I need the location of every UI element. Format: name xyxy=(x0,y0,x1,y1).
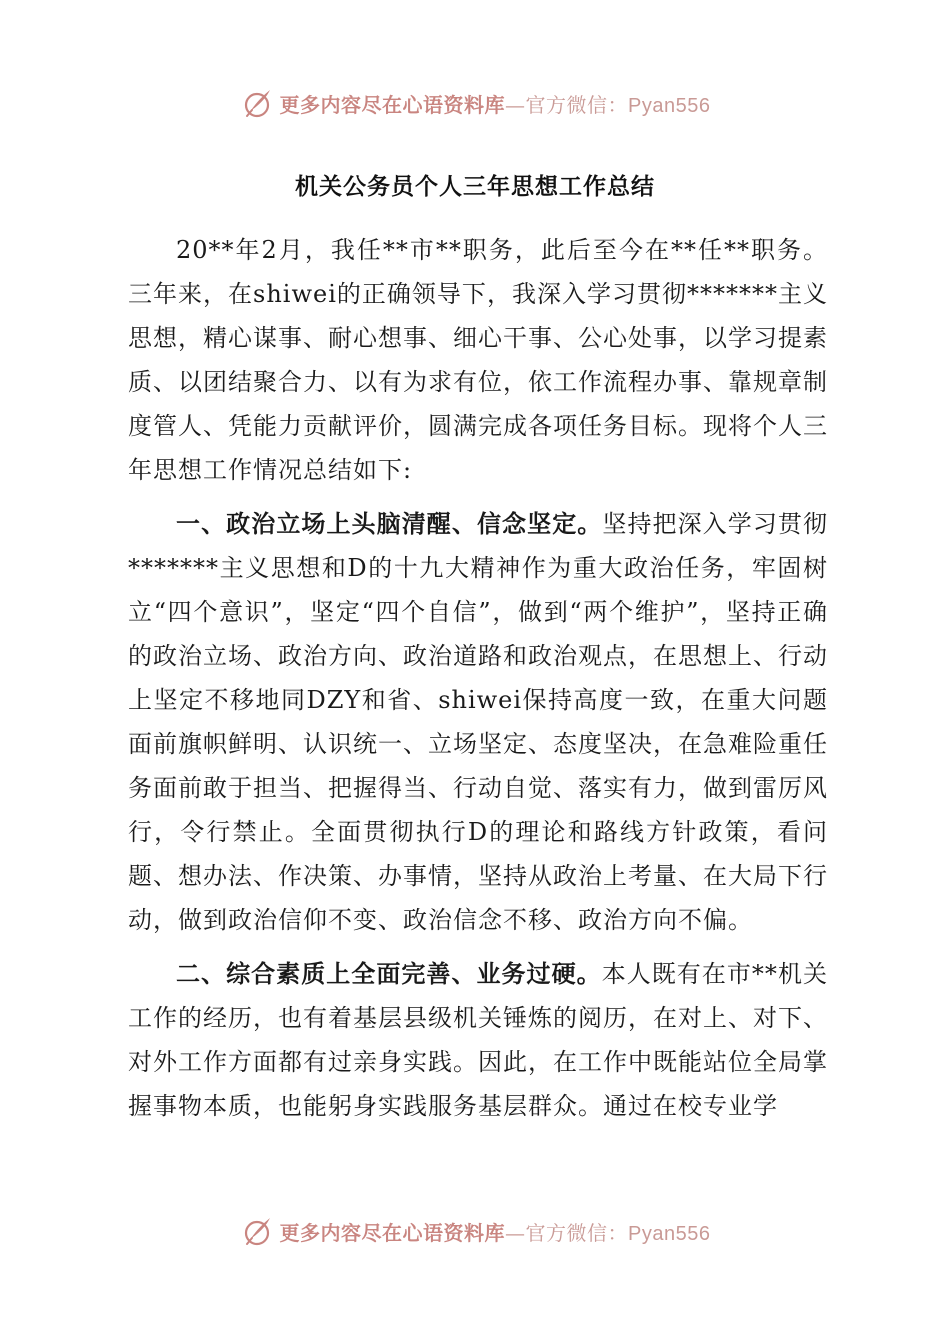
watermark-wechat-id: Pyan556 xyxy=(628,94,711,117)
section-heading: 二、综合素质上全面完善、业务过硬。 xyxy=(176,960,602,988)
footer-watermark-banner xyxy=(0,1206,950,1256)
paragraph-text: 20**年2月，我任**市**职务，此后至今在**任**职务。三年来，在shiwei的正确领导下，我深入学习贯彻*******主义思想，精心谋事、耐心想事、细心干事、公心处事，以学习提素质、以团结聚合力、以有为求有位，依工作流程办事、靠规章制度管人、凭能力贡献评价，圆满完成各项任务目标。现将个人三年思想工作情况总结如下: xyxy=(128,236,828,484)
watermark-wechat-id: Pyan556 xyxy=(628,1222,711,1245)
watermark-brand: 更多内容尽在心语资料库 xyxy=(279,92,506,117)
paragraph-intro xyxy=(128,228,828,492)
watermark-wechat-label: 官方微信： xyxy=(525,1220,629,1245)
header-watermark-banner xyxy=(0,78,950,128)
paragraph-overall-quality xyxy=(128,952,828,1128)
quill-logo-icon xyxy=(240,1214,274,1248)
watermark-separator: — xyxy=(505,1220,526,1245)
watermark-wechat-label: 官方微信： xyxy=(525,92,629,117)
paragraph-political-stance xyxy=(128,502,828,942)
watermark-brand: 更多内容尽在心语资料库 xyxy=(279,1220,506,1245)
watermark-text xyxy=(280,1217,711,1246)
section-heading: 一、政治立场上头脑清醒、信念坚定。 xyxy=(176,510,603,538)
watermark-separator: — xyxy=(505,92,526,117)
document-body xyxy=(128,228,828,1138)
paragraph-text: 本人既有在市**机关工作的经历，也有着基层县级机关锤炼的阅历，在对上、对下、对外工作方面都有过亲身实践。因此，在工作中既能站位全局掌握事物本质，也能躬身实践服务基层群众。通过在校专业学 xyxy=(128,960,829,1120)
document-title: 机关公务员个人三年思想工作总结 xyxy=(295,174,655,200)
quill-logo-icon xyxy=(240,86,274,120)
watermark-text xyxy=(280,89,711,118)
paragraph-text: 坚持把深入学习贯彻*******主义思想和D的十九大精神作为重大政治任务，牢固树立“四个意识”，坚定“四个自信”，做到“两个维护”，坚持正确的政治立场、政治方向、政治道路和政治观点，在思想上、行动上坚定不移地同DZY和省、shiwei保持高度一致，在重大问题面前旗帜鲜明、认识统一、立场坚定、态度坚决，在急难险重任务面前敢于担当、把握得当、行动自觉、落实有力，做到雷厉风行，令行禁止。全面贯彻执行D的理论和路线方针政策，看问题、想办法、作决策、办事情，坚持从政治上考量、在大局下行动，做到政治信仰不变、政治信念不移、政治方向不偏。 xyxy=(128,510,828,934)
